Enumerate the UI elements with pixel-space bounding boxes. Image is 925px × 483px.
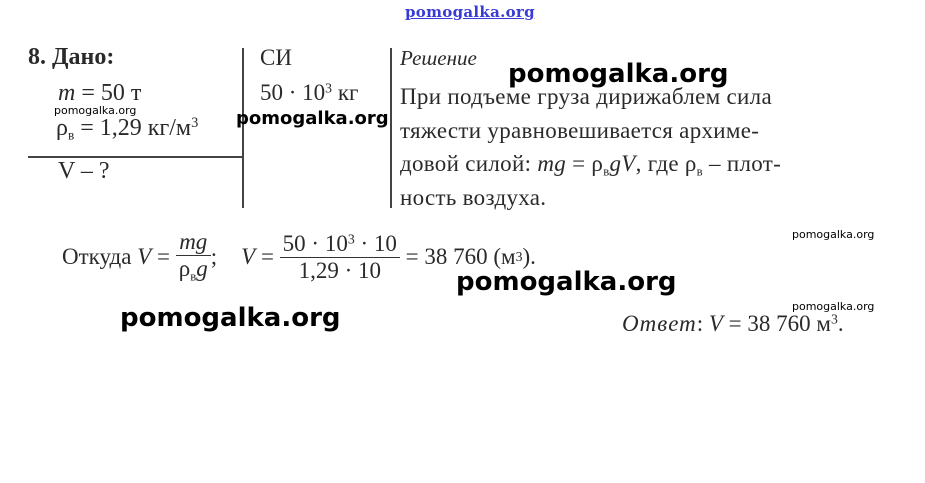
num2-base: 50 · 10 — [282, 230, 348, 256]
fraction-mg-rhog — [176, 229, 211, 284]
si-value — [260, 80, 358, 106]
watermark-big-left: pomogalka.org — [120, 303, 341, 333]
answer-var: V — [708, 311, 723, 336]
si-value-power: 3 — [325, 80, 333, 96]
given-title: 8. Дано: — [28, 44, 115, 70]
rho-symbol: ρ — [56, 115, 68, 141]
den-g: g — [196, 256, 208, 282]
rho-subscript: в — [67, 127, 75, 143]
watermark-small-given: pomogalka.org — [54, 104, 137, 117]
solution-line-2: тяжести уравновешивается архиме- — [400, 118, 760, 143]
den-rho-sub: в — [190, 269, 197, 284]
si-title: СИ — [260, 45, 292, 70]
solution-line-1: При подъеме груза дирижаблем сила — [400, 84, 772, 109]
fraction-2-numerator — [280, 231, 400, 257]
fraction-numeric — [280, 231, 400, 284]
watermark-mid-si: pomogalka.org — [236, 108, 389, 129]
solution-line-3f: – плот- — [702, 151, 782, 176]
rho-power: 3 — [191, 115, 199, 132]
si-solution-separator — [390, 48, 392, 208]
den-rho: ρ — [178, 256, 191, 282]
formula-eq2: = — [255, 244, 280, 269]
answer-power: 3 — [830, 311, 838, 327]
solution-line-4: ность воздуха. — [400, 185, 547, 210]
mass-variable: m — [58, 80, 76, 106]
num2-power: 3 — [347, 230, 355, 246]
fraction-1-numerator — [176, 229, 211, 255]
fraction-1-denominator — [176, 255, 211, 284]
fraction-2-denominator: 1,29 · 10 — [280, 257, 400, 284]
numerator-mg: mg — [179, 229, 208, 255]
formula-separator: ; — [210, 244, 218, 269]
watermark-top-link[interactable]: pomogalka.org — [405, 3, 535, 21]
solution-title: Решение — [400, 46, 477, 70]
solution-mg: mg — [537, 151, 567, 176]
solution-line-3e: , где ρ — [635, 151, 697, 176]
formula-v2: V — [241, 244, 256, 269]
solution-line-3c: = ρ — [566, 151, 604, 176]
answer-end: . — [837, 311, 844, 336]
formula-prefix: Откуда — [62, 244, 138, 269]
si-value-base: 50 · 10 — [260, 80, 326, 105]
answer — [622, 311, 844, 337]
solution-gv: gV — [609, 151, 636, 176]
watermark-small-right-1: pomogalka.org — [792, 228, 875, 241]
given-unknown: V – ? — [58, 158, 110, 184]
num2-tail: · 10 — [354, 230, 397, 256]
solution-line-3a: довой силой: — [400, 151, 538, 176]
watermark-big-center: pomogalka.org — [456, 267, 677, 297]
solution-rho-sub-2: в — [696, 164, 703, 179]
watermark-small-right-2: pomogalka.org — [792, 300, 875, 313]
si-value-unit: кг — [332, 80, 359, 105]
formula-v1: V — [137, 244, 152, 269]
formula-row: Откуда V = $\frac{mg}{\rho_вg}$ ; V = $\frac{50 \cdot 10^3 \cdot 10}{1,29 \cdot 10}$ = 38 760 (м 3 ). — [62, 229, 536, 284]
watermark-big-right: pomogalka.org — [508, 59, 729, 89]
answer-value: = 38 760 м — [722, 311, 831, 336]
mass-value: = 50 т — [75, 80, 142, 106]
given-density — [56, 115, 198, 144]
solution-line-3 — [400, 151, 781, 179]
answer-colon: : — [696, 311, 709, 336]
solution-rho-sub: в — [603, 164, 610, 179]
formula-result-end: ). — [522, 244, 536, 269]
given-mass — [58, 80, 141, 107]
answer-label: Ответ — [622, 311, 697, 336]
formula-eq1: = — [151, 244, 176, 269]
rho-value: = 1,29 кг/м — [74, 115, 192, 141]
formula-result: = 38 760 (м — [399, 244, 516, 269]
